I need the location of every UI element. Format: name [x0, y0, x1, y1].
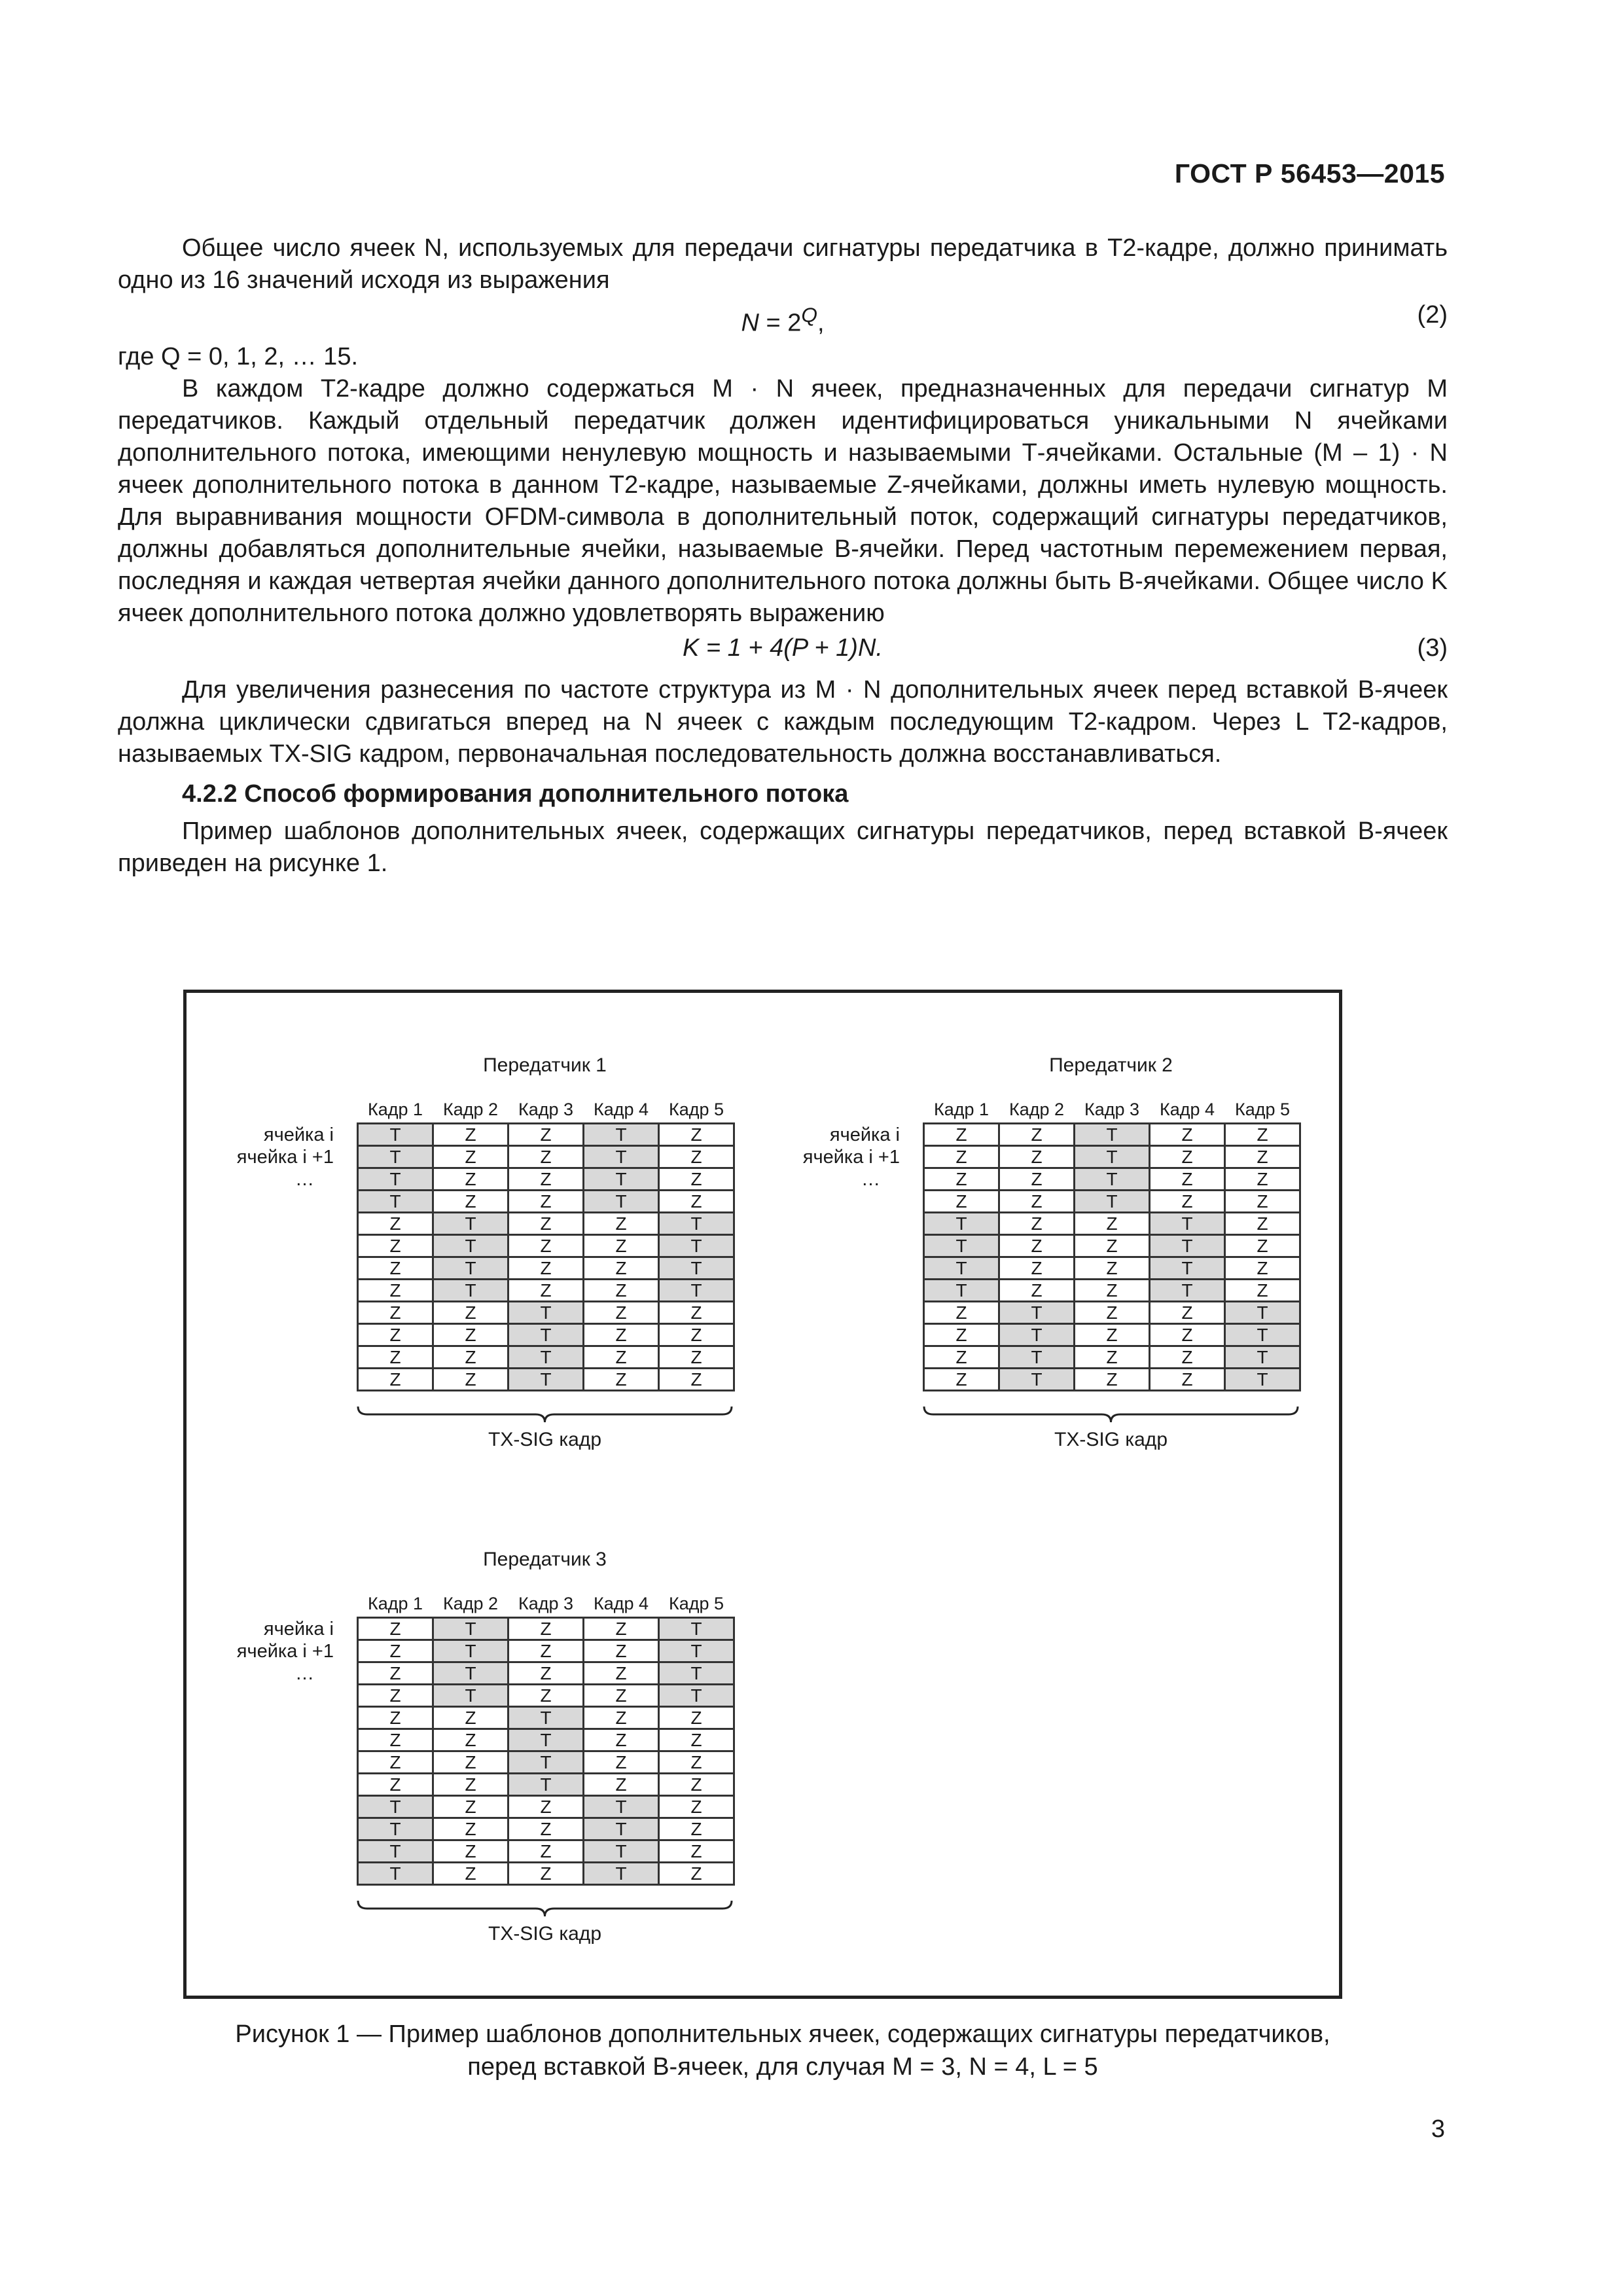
- cell-z: Z: [1225, 1146, 1300, 1168]
- transmitter-2-grid: [923, 1096, 1301, 1391]
- cell-z: Z: [358, 1751, 433, 1774]
- transmitter-3-brace: [357, 1899, 733, 1919]
- transmitter-2-txsig-label: TX-SIG кадр: [1054, 1429, 1168, 1450]
- cell-z: Z: [433, 1751, 508, 1774]
- cell-z: Z: [508, 1280, 584, 1302]
- cell-z: Z: [584, 1618, 659, 1640]
- cell-z: Z: [584, 1751, 659, 1774]
- cell-t: T: [659, 1213, 734, 1235]
- cell-z: Z: [1075, 1280, 1150, 1302]
- cell-t: T: [358, 1191, 433, 1213]
- cell-z: Z: [508, 1685, 584, 1707]
- cell-z: Z: [584, 1685, 659, 1707]
- cell-t: T: [433, 1685, 508, 1707]
- transmitter-2-brace: [923, 1405, 1299, 1425]
- cell-z: Z: [358, 1774, 433, 1796]
- cell-z: Z: [659, 1146, 734, 1168]
- cell-t: T: [924, 1213, 999, 1235]
- cell-t: T: [1150, 1213, 1225, 1235]
- cell-z: Z: [358, 1707, 433, 1729]
- cell-z: Z: [1225, 1213, 1300, 1235]
- transmitter-1-grid: [357, 1096, 735, 1391]
- formula-2-lhs: N: [741, 309, 759, 337]
- column-header-2: Кадр 2: [1008, 1099, 1065, 1119]
- cell-t: T: [358, 1124, 433, 1146]
- table-row: [358, 1346, 734, 1369]
- cell-t: T: [584, 1796, 659, 1818]
- column-header-2: Кадр 2: [442, 1099, 499, 1119]
- cell-z: Z: [433, 1840, 508, 1863]
- table-row: [358, 1640, 734, 1662]
- column-header-4: Кадр 4: [593, 1099, 649, 1119]
- row-label-1: ячейка i: [263, 1124, 334, 1145]
- table-row: [358, 1618, 734, 1640]
- cell-t: T: [508, 1302, 584, 1324]
- cell-z: Z: [999, 1124, 1075, 1146]
- cell-z: Z: [659, 1796, 734, 1818]
- row-label-3: …: [295, 1169, 314, 1190]
- cell-z: Z: [584, 1662, 659, 1685]
- table-row: [924, 1257, 1300, 1280]
- table-row: [358, 1818, 734, 1840]
- paragraph-3: Для увеличения разнесения по частоте структура из M · N дополнительных ячеек перед вставкой В-ячеек должна циклически сдвигаться вперед на N ячеек с каждым последующим Т2-кадром. Через L Т2-кадров, называемых TX-SIG кадром, первоначальная последовательность должна восстанавливаться.: [118, 676, 1448, 768]
- cell-z: Z: [659, 1191, 734, 1213]
- cell-z: Z: [1150, 1191, 1225, 1213]
- cell-t: T: [433, 1662, 508, 1685]
- table-row: [924, 1235, 1300, 1257]
- table-row: [358, 1191, 734, 1213]
- cell-z: Z: [358, 1213, 433, 1235]
- cell-t: T: [659, 1640, 734, 1662]
- cell-z: Z: [659, 1751, 734, 1774]
- cell-t: T: [659, 1685, 734, 1707]
- transmitter-2-row-labels: [776, 1124, 900, 1191]
- row-label-2: ячейка i +1: [236, 1147, 334, 1168]
- column-header-5: Кадр 5: [668, 1593, 724, 1613]
- cell-t: T: [1075, 1168, 1150, 1191]
- cell-z: Z: [1150, 1302, 1225, 1324]
- transmitter-1-txsig-label: TX-SIG кадр: [488, 1429, 601, 1450]
- table-row: [358, 1840, 734, 1863]
- cell-z: Z: [1225, 1168, 1300, 1191]
- formula-3-expression: K = 1 + 4(P + 1)N.: [683, 634, 883, 662]
- cell-z: Z: [508, 1213, 584, 1235]
- cell-t: T: [433, 1640, 508, 1662]
- cell-z: Z: [584, 1729, 659, 1751]
- cell-t: T: [508, 1324, 584, 1346]
- cell-z: Z: [1225, 1191, 1300, 1213]
- cell-t: T: [358, 1796, 433, 1818]
- cell-t: T: [358, 1863, 433, 1885]
- cell-z: Z: [358, 1369, 433, 1391]
- column-header-1: Кадр 1: [933, 1099, 990, 1119]
- cell-t: T: [584, 1124, 659, 1146]
- cell-z: Z: [659, 1124, 734, 1146]
- cell-z: Z: [924, 1191, 999, 1213]
- cell-z: Z: [433, 1863, 508, 1885]
- cell-z: Z: [584, 1324, 659, 1346]
- cell-z: Z: [508, 1146, 584, 1168]
- cell-z: Z: [584, 1707, 659, 1729]
- cell-z: Z: [433, 1774, 508, 1796]
- cell-t: T: [1225, 1324, 1300, 1346]
- cell-z: Z: [1075, 1235, 1150, 1257]
- cell-t: T: [433, 1280, 508, 1302]
- cell-t: T: [508, 1774, 584, 1796]
- table-row: [358, 1863, 734, 1885]
- cell-z: Z: [584, 1257, 659, 1280]
- cell-z: Z: [433, 1124, 508, 1146]
- formula-2-eq: = 2: [758, 309, 802, 337]
- table-row: [358, 1751, 734, 1774]
- table-row: [924, 1302, 1300, 1324]
- cell-z: Z: [433, 1302, 508, 1324]
- cell-z: Z: [1150, 1168, 1225, 1191]
- cell-t: T: [1075, 1146, 1150, 1168]
- cell-t: T: [924, 1280, 999, 1302]
- table-row: [924, 1146, 1300, 1168]
- cell-z: Z: [358, 1280, 433, 1302]
- column-header-4: Кадр 4: [593, 1593, 649, 1613]
- cell-z: Z: [433, 1191, 508, 1213]
- formula-2-tail: ,: [817, 309, 825, 337]
- cell-t: T: [1225, 1346, 1300, 1369]
- cell-t: T: [433, 1235, 508, 1257]
- cell-z: Z: [659, 1729, 734, 1751]
- cell-z: Z: [584, 1369, 659, 1391]
- cell-z: Z: [1225, 1280, 1300, 1302]
- cell-z: Z: [924, 1324, 999, 1346]
- table-row: [358, 1280, 734, 1302]
- cell-z: Z: [508, 1257, 584, 1280]
- column-header-1: Кадр 1: [367, 1099, 423, 1119]
- cell-z: Z: [999, 1146, 1075, 1168]
- cell-t: T: [358, 1168, 433, 1191]
- cell-z: Z: [1225, 1257, 1300, 1280]
- cell-t: T: [1225, 1369, 1300, 1391]
- cell-z: Z: [358, 1346, 433, 1369]
- cell-z: Z: [358, 1235, 433, 1257]
- paragraph-1: Общее число ячеек N, используемых для передачи сигнатуры передатчика в Т2-кадре, должно принимать одно из 16 значений исходя из выражения: [118, 234, 1448, 294]
- cell-z: Z: [659, 1707, 734, 1729]
- row-label-1: ячейка i: [829, 1124, 900, 1145]
- table-row: [358, 1369, 734, 1391]
- cell-z: Z: [508, 1168, 584, 1191]
- cell-z: Z: [358, 1324, 433, 1346]
- paragraph-4: Пример шаблонов дополнительных ячеек, содержащих сигнатуры передатчиков, перед вставкой В-ячеек приведен на рисунке 1.: [118, 817, 1448, 877]
- column-header-5: Кадр 5: [1234, 1099, 1291, 1119]
- cell-z: Z: [1150, 1369, 1225, 1391]
- cell-z: Z: [433, 1729, 508, 1751]
- cell-z: Z: [508, 1640, 584, 1662]
- table-row: [924, 1213, 1300, 1235]
- cell-t: T: [659, 1257, 734, 1280]
- cell-z: Z: [508, 1235, 584, 1257]
- column-header-3: Кадр 3: [518, 1593, 574, 1613]
- cell-z: Z: [659, 1840, 734, 1863]
- cell-z: Z: [433, 1168, 508, 1191]
- cell-t: T: [1075, 1191, 1150, 1213]
- cell-t: T: [1150, 1257, 1225, 1280]
- cell-z: Z: [659, 1324, 734, 1346]
- table-row: [358, 1235, 734, 1257]
- transmitter-1-row-labels: [209, 1124, 334, 1191]
- cell-z: Z: [1150, 1146, 1225, 1168]
- formula-2-expression: [118, 299, 1448, 340]
- transmitter-3-grid: [357, 1590, 735, 1886]
- cell-z: Z: [433, 1818, 508, 1840]
- cell-z: Z: [358, 1302, 433, 1324]
- transmitter-1-title: Передатчик 1: [483, 1054, 607, 1076]
- cell-t: T: [924, 1257, 999, 1280]
- paragraph-2: В каждом Т2-кадре должно содержаться M · N ячеек, предназначенных для передачи сигнатур M передатчиков. Каждый отдельный передатчик должен идентифицироваться уникальными N ячейками дополнительного потока, имеющими ненулевую мощность и называемыми Т-ячейками. Остальные (M – 1) · N ячеек дополнительного потока в данном Т2-кадре, называемые Z-ячейками, должны иметь нулевую мощность. Для выравнивания мощности OFDM-символа в дополнительный поток, содержащий сигнатуры передатчиков, должны добавляться дополнительные ячейки, называемые В-ячейки. Перед частотным перемежением первая, последняя и каждая четвертая ячейки данного дополнительного потока должны быть В-ячейками. Общее число K ячеек дополнительного потока должно удовлетворять выражению: [118, 375, 1448, 627]
- cell-t: T: [358, 1840, 433, 1863]
- cell-t: T: [433, 1257, 508, 1280]
- row-label-2: ячейка i +1: [802, 1147, 900, 1168]
- cell-t: T: [1075, 1124, 1150, 1146]
- table-row: [924, 1168, 1300, 1191]
- row-label-3: …: [861, 1169, 880, 1190]
- column-header-3: Кадр 3: [1084, 1099, 1140, 1119]
- table-row: [358, 1168, 734, 1191]
- cell-t: T: [584, 1146, 659, 1168]
- cell-z: Z: [1150, 1324, 1225, 1346]
- row-label-2: ячейка i +1: [236, 1641, 334, 1662]
- cell-t: T: [1150, 1235, 1225, 1257]
- cell-t: T: [924, 1235, 999, 1257]
- table-row: [358, 1729, 734, 1751]
- cell-t: T: [584, 1818, 659, 1840]
- cell-z: Z: [1225, 1124, 1300, 1146]
- cell-z: Z: [358, 1729, 433, 1751]
- cell-t: T: [433, 1618, 508, 1640]
- cell-t: T: [999, 1369, 1075, 1391]
- transmitter-2-title: Передатчик 2: [1049, 1054, 1173, 1076]
- table-row: [924, 1369, 1300, 1391]
- cell-z: Z: [508, 1796, 584, 1818]
- column-header-4: Кадр 4: [1159, 1099, 1215, 1119]
- cell-z: Z: [433, 1324, 508, 1346]
- table-row: [358, 1302, 734, 1324]
- transmitter-3-row-labels: [209, 1618, 334, 1685]
- cell-z: Z: [584, 1774, 659, 1796]
- cell-t: T: [999, 1346, 1075, 1369]
- cell-z: Z: [508, 1863, 584, 1885]
- cell-z: Z: [584, 1302, 659, 1324]
- table-row: [924, 1280, 1300, 1302]
- row-label-3: …: [295, 1663, 314, 1684]
- table-row: [358, 1685, 734, 1707]
- formula-2-exponent: Q: [801, 303, 817, 327]
- cell-z: Z: [999, 1213, 1075, 1235]
- column-header-3: Кадр 3: [518, 1099, 574, 1119]
- cell-z: Z: [999, 1280, 1075, 1302]
- table-row: [924, 1346, 1300, 1369]
- table-row: [358, 1796, 734, 1818]
- cell-t: T: [999, 1302, 1075, 1324]
- cell-z: Z: [358, 1685, 433, 1707]
- cell-z: Z: [508, 1818, 584, 1840]
- cell-z: Z: [584, 1280, 659, 1302]
- table-row: [358, 1774, 734, 1796]
- cell-t: T: [508, 1369, 584, 1391]
- cell-t: T: [358, 1818, 433, 1840]
- cell-z: Z: [433, 1796, 508, 1818]
- cell-z: Z: [584, 1213, 659, 1235]
- cell-z: Z: [508, 1662, 584, 1685]
- cell-z: Z: [659, 1818, 734, 1840]
- table-row: [358, 1213, 734, 1235]
- cell-z: Z: [358, 1662, 433, 1685]
- table-row: [924, 1124, 1300, 1146]
- formula-2-number: (2): [1417, 301, 1448, 329]
- cell-t: T: [508, 1346, 584, 1369]
- cell-z: Z: [1150, 1346, 1225, 1369]
- cell-t: T: [659, 1280, 734, 1302]
- figure-caption-line-1: Рисунок 1 — Пример шаблонов дополнительных ячеек, содержащих сигнатуры передатчиков,: [235, 2020, 1330, 2048]
- cell-z: Z: [1075, 1302, 1150, 1324]
- figure-caption: [118, 2018, 1448, 2083]
- cell-t: T: [659, 1662, 734, 1685]
- document-header: ГОСТ Р 56453—2015: [1174, 158, 1445, 188]
- cell-z: Z: [999, 1257, 1075, 1280]
- cell-z: Z: [1075, 1346, 1150, 1369]
- cell-z: Z: [1150, 1124, 1225, 1146]
- cell-z: Z: [924, 1346, 999, 1369]
- cell-z: Z: [999, 1168, 1075, 1191]
- formula-3-number: (3): [1417, 634, 1448, 662]
- cell-z: Z: [659, 1863, 734, 1885]
- cell-z: Z: [924, 1146, 999, 1168]
- cell-t: T: [1225, 1302, 1300, 1324]
- column-header-2: Кадр 2: [442, 1593, 499, 1613]
- table-row: [924, 1191, 1300, 1213]
- cell-z: Z: [584, 1235, 659, 1257]
- cell-z: Z: [358, 1618, 433, 1640]
- column-header-1: Кадр 1: [367, 1593, 423, 1613]
- table-row: [358, 1124, 734, 1146]
- cell-z: Z: [659, 1369, 734, 1391]
- table-row: [358, 1324, 734, 1346]
- page-number: 3: [1431, 2115, 1445, 2143]
- cell-z: Z: [659, 1302, 734, 1324]
- transmitter-1-brace: [357, 1405, 733, 1425]
- table-row: [924, 1324, 1300, 1346]
- cell-z: Z: [508, 1191, 584, 1213]
- cell-z: Z: [999, 1235, 1075, 1257]
- cell-z: Z: [508, 1124, 584, 1146]
- cell-z: Z: [508, 1618, 584, 1640]
- formula-2: [118, 299, 1448, 337]
- section-heading: 4.2.2 Способ формирования дополнительного потока: [182, 780, 849, 808]
- cell-z: Z: [433, 1369, 508, 1391]
- cell-z: Z: [358, 1640, 433, 1662]
- cell-t: T: [358, 1146, 433, 1168]
- cell-z: Z: [433, 1707, 508, 1729]
- cell-t: T: [584, 1840, 659, 1863]
- cell-z: Z: [1075, 1369, 1150, 1391]
- cell-z: Z: [924, 1168, 999, 1191]
- cell-z: Z: [659, 1774, 734, 1796]
- cell-z: Z: [924, 1369, 999, 1391]
- table-row: [358, 1662, 734, 1685]
- cell-z: Z: [1075, 1213, 1150, 1235]
- table-row: [358, 1146, 734, 1168]
- table-row: [358, 1707, 734, 1729]
- transmitter-3-title: Передатчик 3: [483, 1549, 607, 1570]
- cell-z: Z: [924, 1124, 999, 1146]
- cell-t: T: [1150, 1280, 1225, 1302]
- cell-t: T: [508, 1707, 584, 1729]
- table-row: [358, 1257, 734, 1280]
- cell-t: T: [433, 1213, 508, 1235]
- cell-t: T: [508, 1751, 584, 1774]
- cell-z: Z: [433, 1146, 508, 1168]
- cell-z: Z: [999, 1191, 1075, 1213]
- cell-z: Z: [584, 1640, 659, 1662]
- transmitter-3-txsig-label: TX-SIG кадр: [488, 1923, 601, 1945]
- cell-z: Z: [1075, 1257, 1150, 1280]
- cell-z: Z: [924, 1302, 999, 1324]
- cell-t: T: [584, 1168, 659, 1191]
- cell-z: Z: [584, 1346, 659, 1369]
- cell-z: Z: [659, 1168, 734, 1191]
- cell-z: Z: [433, 1346, 508, 1369]
- cell-z: Z: [508, 1840, 584, 1863]
- column-header-5: Кадр 5: [668, 1099, 724, 1119]
- cell-z: Z: [1075, 1324, 1150, 1346]
- body-text: [118, 232, 1448, 880]
- cell-t: T: [659, 1235, 734, 1257]
- cell-t: T: [508, 1729, 584, 1751]
- cell-t: T: [659, 1618, 734, 1640]
- formula-3: [118, 632, 1448, 665]
- cell-z: Z: [659, 1346, 734, 1369]
- cell-z: Z: [358, 1257, 433, 1280]
- figure-caption-line-2: перед вставкой В-ячеек, для случая M = 3, N = 4, L = 5: [467, 2053, 1098, 2081]
- cell-t: T: [584, 1191, 659, 1213]
- cell-t: T: [584, 1863, 659, 1885]
- paragraph-where: где Q = 0, 1, 2, … 15.: [118, 343, 359, 370]
- cell-t: T: [999, 1324, 1075, 1346]
- cell-z: Z: [1225, 1235, 1300, 1257]
- row-label-1: ячейка i: [263, 1619, 334, 1640]
